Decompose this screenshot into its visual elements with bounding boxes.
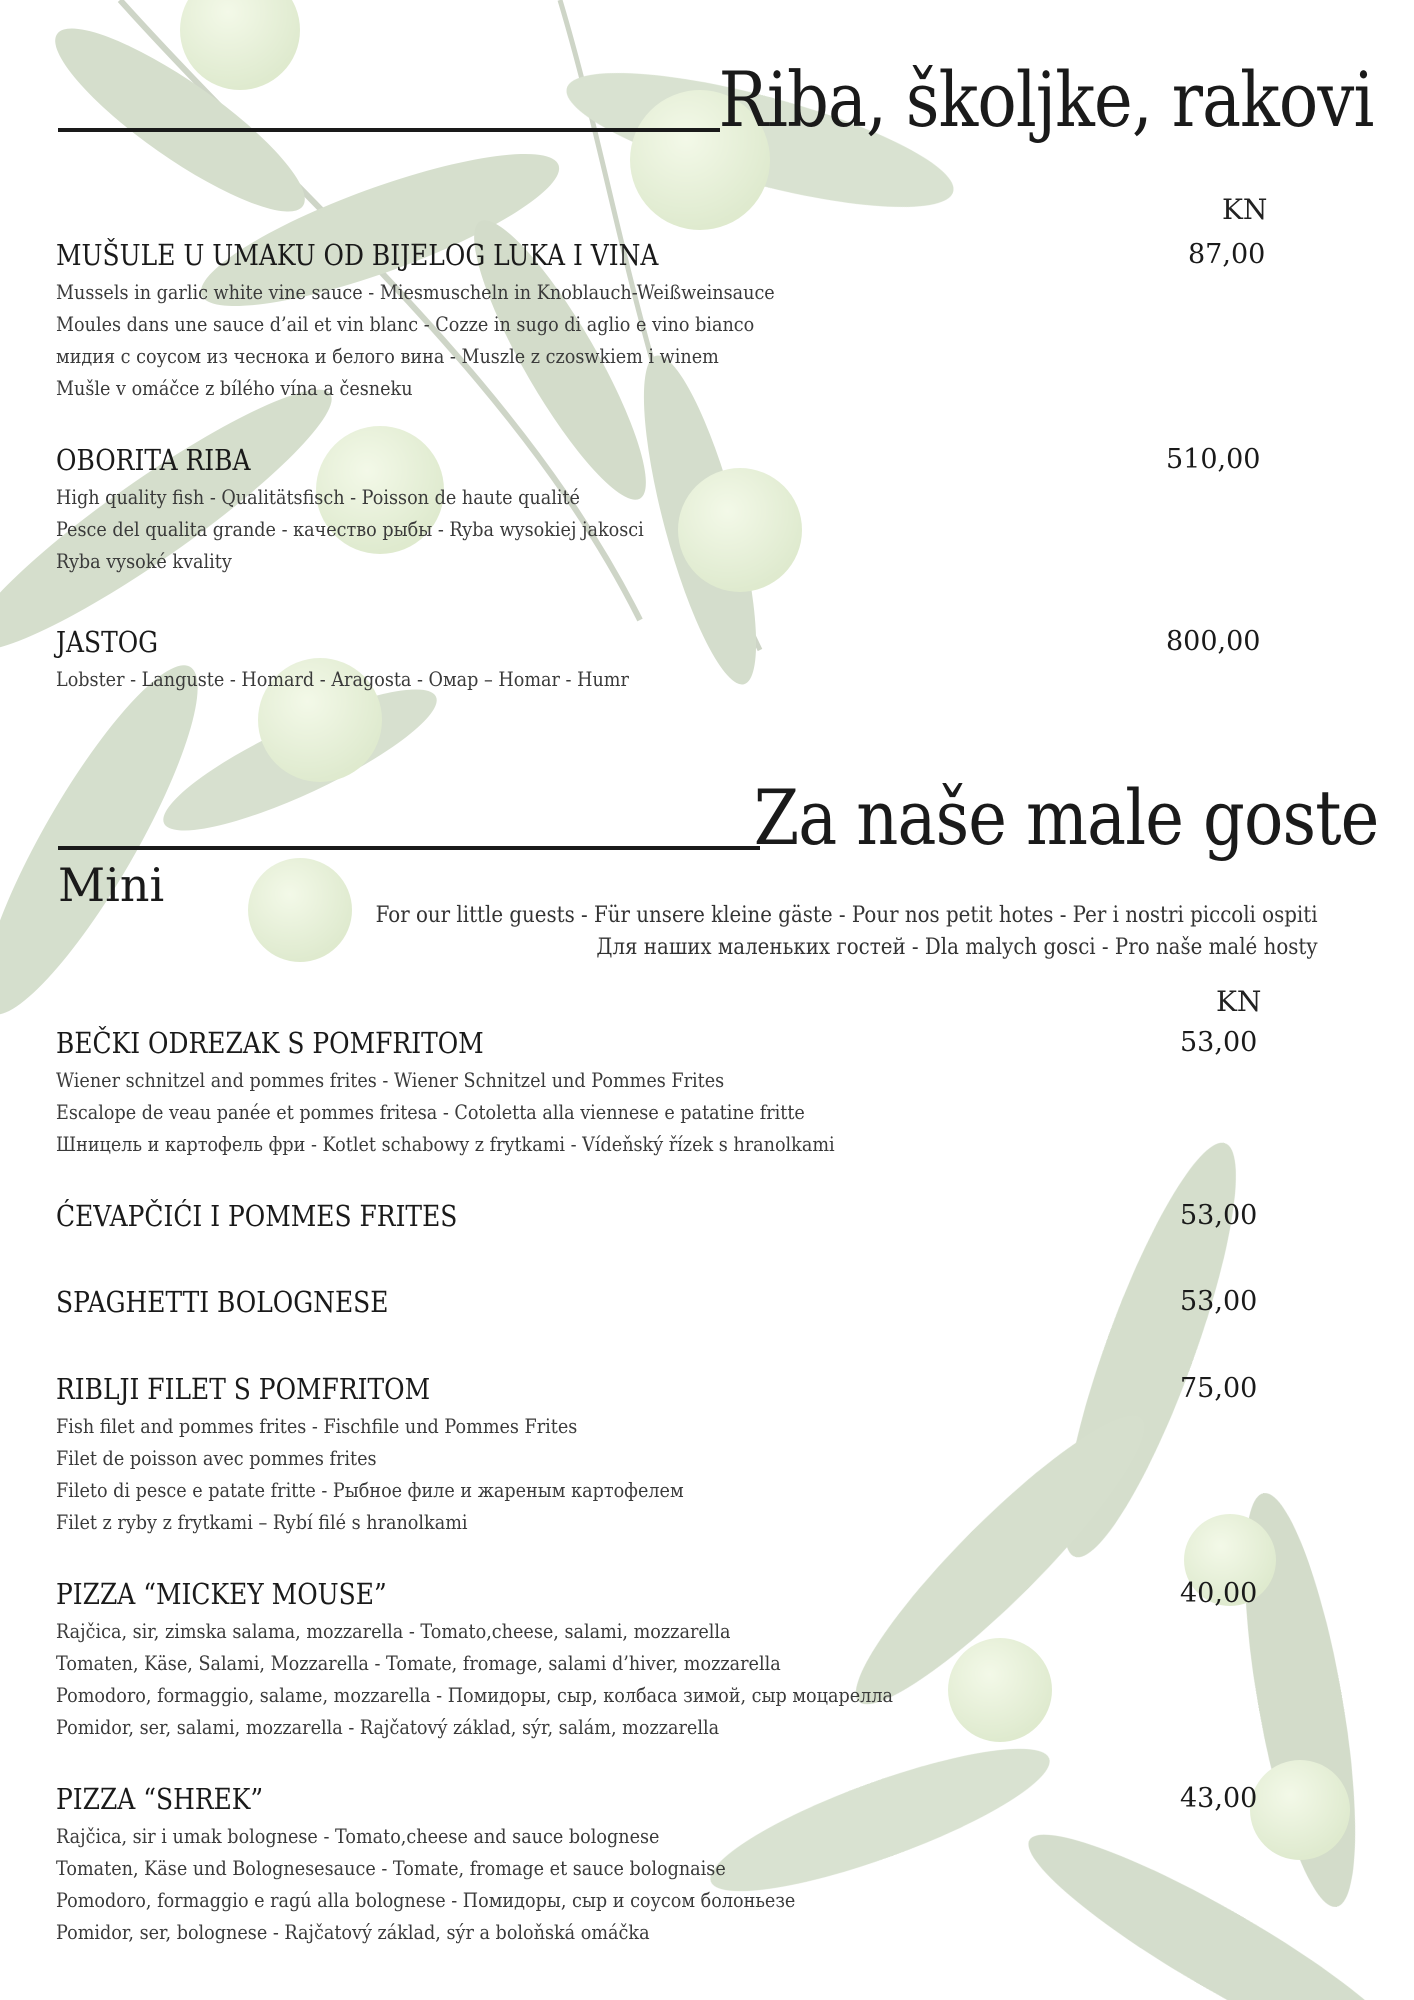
item-price: 43,00 [1180,1783,1258,1814]
item-price: 53,00 [1180,1200,1258,1231]
description-line: Tomaten, Käse und Bolognesesauce - Tomate, fromage et sauce bolognaise [56,1856,726,1880]
description-line: Rajčica, sir i umak bolognese - Tomato,cheese and sauce bolognese [56,1824,660,1848]
description-line: Mussels in garlic white vine sauce - Miesmuscheln in Knoblauch-Weißweinsauce [56,280,775,304]
menu-item [56,1372,1316,1538]
section-rule [58,128,720,132]
description-line: Wiener schnitzel and pommes frites - Wiener Schnitzel und Pommes Frites [56,1068,725,1092]
currency-label: KN [1222,193,1268,226]
currency-label: KN [1216,985,1262,1018]
section-rule [58,846,760,850]
item-name: SPAGHETTI BOLOGNESE [56,1285,389,1319]
menu-item [56,1026,1316,1160]
item-name: BEČKI ODREZAK S POMFRITOM [56,1026,484,1060]
item-price: 800,00 [1166,626,1261,657]
intro-text [376,900,1318,964]
description-line: Pomidor, ser, bolognese - Rajčatový základ, sýr a boloňská omáčka [56,1920,650,1944]
item-name: ĆEVAPČIĆI I POMMES FRITES [56,1199,458,1233]
description-line: Filet de poisson avec pommes frites [56,1446,377,1470]
item-description [56,1820,1316,1948]
description-line: мидия с соусом из чеснока и белого вина - Muszle z czoswkiem i winem [56,344,719,368]
item-description [56,663,1316,695]
description-line: Pomodoro, formaggio e ragú alla bolognese - Помидоры, сыр и соусом болоньезе [56,1888,796,1912]
description-line: High quality fish - Qualitätsfisch - Poisson de haute qualité [56,485,580,509]
item-name: RIBLJI FILET S POMFRITOM [56,1372,431,1406]
item-name: JASTOG [56,625,159,659]
description-line: Mušle v omáčce z bílého vína a česneku [56,376,413,400]
description-line: Pomodoro, formaggio, salame, mozzarella - Помидоры, сыр, колбаса зимой, сыр моцарелла [56,1683,893,1707]
section-title: Za naše male goste [753,773,1378,862]
item-name: PIZZA “MICKEY MOUSE” [56,1577,387,1611]
menu-item [56,443,1316,577]
intro-line: Для наших маленьких гостей - Dla malych gosci - Pro naše malé hosty [596,935,1318,960]
item-price: 87,00 [1188,239,1266,270]
menu-item [56,1782,1316,1948]
menu-item [56,238,1316,404]
section-title: Riba, školjke, rakovi [719,55,1374,144]
intro-line: For our little guests - Für unsere kleine gäste - Pour nos petit hotes - Per i nostri piccoli ospiti [376,903,1318,928]
item-name: MUŠULE U UMAKU OD BIJELOG LUKA I VINA [56,238,659,272]
description-line: Ryba vysoké kvality [56,549,232,573]
description-line: Moules dans une sauce d’ail et vin blanc - Cozze in sugo di aglio e vino bianco [56,312,755,336]
description-line: Pomidor, ser, salami, mozzarella - Rajčatový základ, sýr, salám, mozzarella [56,1715,720,1739]
menu-item [56,1285,1316,1319]
description-line: Pesce del qualita grande - качество рыбы - Ryba wysokiej jakosci [56,517,644,541]
menu-item [56,1577,1316,1743]
item-price: 53,00 [1180,1027,1258,1058]
item-description [56,1410,1316,1538]
item-description [56,276,1316,404]
item-price: 510,00 [1166,444,1261,475]
item-description [56,1615,1316,1743]
description-line: Escalope de veau panée et pommes fritesa - Cotoletta alla viennese e patatine fritte [56,1100,805,1124]
item-price: 53,00 [1180,1286,1258,1317]
item-name: OBORITA RIBA [56,443,251,477]
item-price: 40,00 [1180,1578,1258,1609]
item-name: PIZZA “SHREK” [56,1782,264,1816]
description-line: Filet z ryby z frytkami – Rybí filé s hranolkami [56,1510,468,1534]
description-line: Tomaten, Käse, Salami, Mozzarella - Tomate, fromage, salami d’hiver, mozzarella [56,1651,781,1675]
menu-item [56,1199,1316,1233]
item-price: 75,00 [1180,1373,1258,1404]
item-description [56,481,1316,577]
description-line: Fish filet and pommes frites - Fischfile und Pommes Frites [56,1414,578,1438]
description-line: Rajčica, sir, zimska salama, mozzarella - Tomato,cheese, salami, mozzarella [56,1619,731,1643]
description-line: Lobster - Languste - Homard - Aragosta - Омар – Homar - Humr [56,667,629,691]
menu-item [56,625,1316,695]
mini-label: Mini [58,858,165,912]
description-line: Fileto di pesce e patate fritte - Рыбное филе и жареным картофелем [56,1478,684,1502]
description-line: Шницель и картофель фри - Kotlet schabowy z frytkami - Vídeňský řízek s hranolkami [56,1132,835,1156]
item-description [56,1064,1316,1160]
